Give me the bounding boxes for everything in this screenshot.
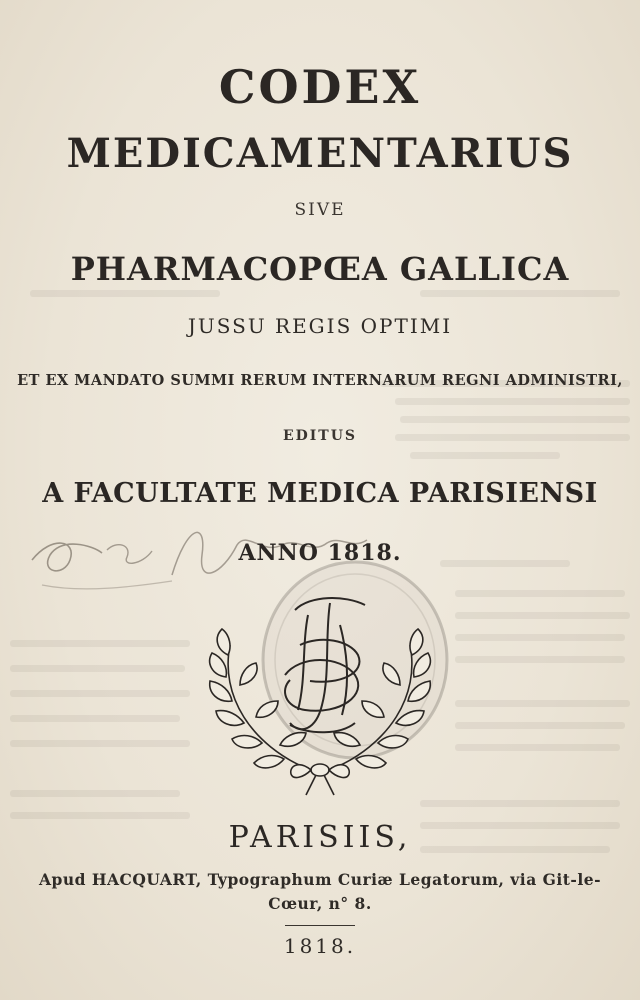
title-line-codex: CODEX [218, 60, 422, 114]
place-line: PARISIIS, [228, 820, 412, 855]
mandate-line: ET EX MANDATO SUMMI RERUM INTERNARUM REGNI ADMINISTRI, [17, 372, 623, 389]
publisher-line-1: Apud HACQUART, Typographum Curiæ Legatorum, via Git-le- [38, 870, 602, 889]
subtitle: PHARMACOPŒA GALLICA [70, 250, 570, 288]
authority-line: JUSSU REGIS OPTIMI [187, 314, 453, 338]
imprint-rule [285, 925, 355, 926]
title-line-medicamentarius: MEDICAMENTARIUS [66, 130, 574, 177]
year-line: ANNO 1818. [238, 540, 402, 566]
conjunction-sive: SIVE [294, 200, 346, 220]
editus-line: EDITUS [282, 428, 358, 444]
monogram-icon [285, 598, 365, 732]
publisher-line-2: Cœur, n° 8. [268, 894, 372, 913]
faculty-line: A FACULTATE MEDICA PARISIENSI [42, 478, 598, 509]
imprint-year: 1818. [283, 934, 357, 958]
monogram-wreath-ornament [190, 585, 450, 800]
